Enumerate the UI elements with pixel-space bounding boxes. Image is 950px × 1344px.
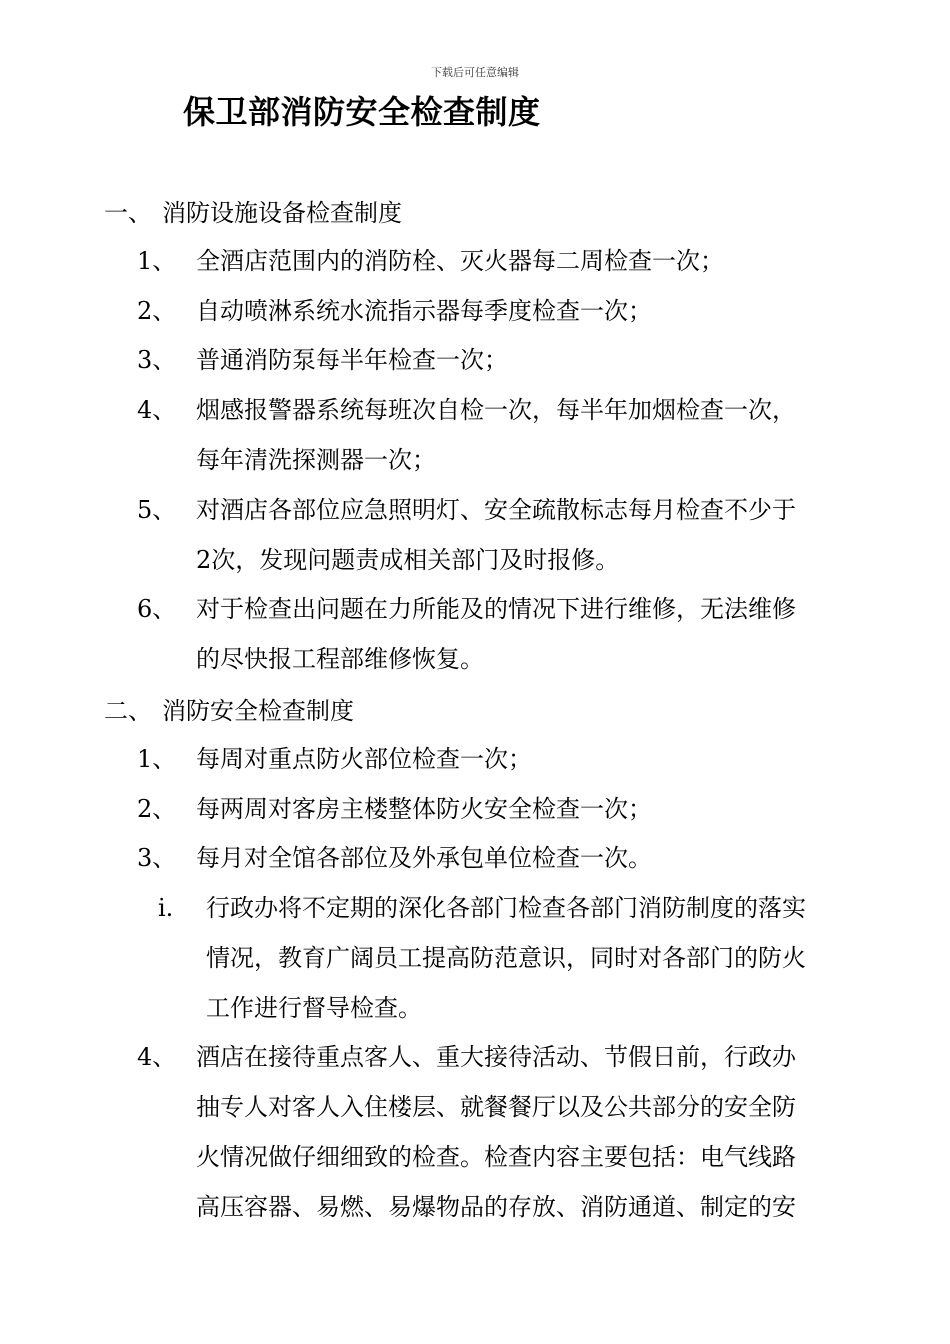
document-title: 保卫部消防安全检查制度 [183,93,541,131]
item-number: 2、 [137,795,177,823]
item-text [196,385,848,485]
item-number: 3、 [137,346,177,374]
section-heading-2 [104,696,354,726]
item-text [196,286,848,336]
text-line: 对于检查出问题在力所能及的情况下进行维修，无法维修 [196,595,796,623]
text-line: 每两周对客房主楼整体防火安全检查一次； [196,795,652,823]
text-line: 火情况做仔细细致的检查。检查内容主要包括：电气线路 [196,1143,796,1171]
item-text [196,734,848,784]
header-note: 下载后可任意编辑 [431,66,519,79]
item-number: 1、 [137,247,177,275]
section-heading-1 [104,198,402,228]
section-title: 消防设施设备检查制度 [162,199,402,227]
item-number: 3、 [137,844,177,872]
item-text [196,784,848,834]
item-number: 4、 [137,396,177,424]
text-line: 每月对全馆各部位及外承包单位检查一次。 [196,844,652,872]
item-text [196,1032,848,1232]
section-number: 一、 [104,199,152,227]
item-text [196,236,848,286]
text-line: 全酒店范围内的消防栓、灭火器每二周检查一次； [196,247,724,275]
text-line: 每周对重点防火部位检查一次； [196,745,532,773]
text-line: 行政办将不定期的深化各部门检查各部门消防制度的落实 [206,894,806,922]
text-line: 普通消防泵每半年检查一次； [196,346,508,374]
text-line: 抽专人对客人入住楼层、就餐餐厅以及公共部分的安全防 [196,1093,796,1121]
text-line: 高压容器、易燃、易爆物品的存放、消防通道、制定的安 [196,1193,796,1221]
sub-item-number: i. [158,894,174,922]
item-text [196,833,848,883]
text-line: 对酒店各部位应急照明灯、安全疏散标志每月检查不少于 [196,496,796,524]
item-number: 4、 [137,1043,177,1071]
text-line: 烟感报警器系统每班次自检一次，每半年加烟检查一次， [196,396,796,424]
sub-item-text [206,883,851,1033]
section-number: 二、 [104,697,152,725]
text-line: 每年清洗探测器一次； [196,446,436,474]
text-line: 工作进行督导检查。 [206,994,422,1022]
section-title: 消防安全检查制度 [162,697,354,725]
item-text [196,335,848,385]
item-number: 2、 [137,297,177,325]
text-line: 酒店在接待重点客人、重大接待活动、节假日前，行政办 [196,1043,796,1071]
item-number: 5、 [137,496,177,524]
text-line: 情况，教育广阔员工提高防范意识，同时对各部门的防火 [206,944,806,972]
item-number: 6、 [137,595,177,623]
item-number: 1、 [137,745,177,773]
item-text [196,485,848,585]
text-line: 2次，发现问题责成相关部门及时报修。 [196,546,620,574]
item-text [196,584,848,684]
text-line: 的尽快报工程部维修恢复。 [196,645,484,673]
text-line: 自动喷淋系统水流指示器每季度检查一次； [196,297,652,325]
